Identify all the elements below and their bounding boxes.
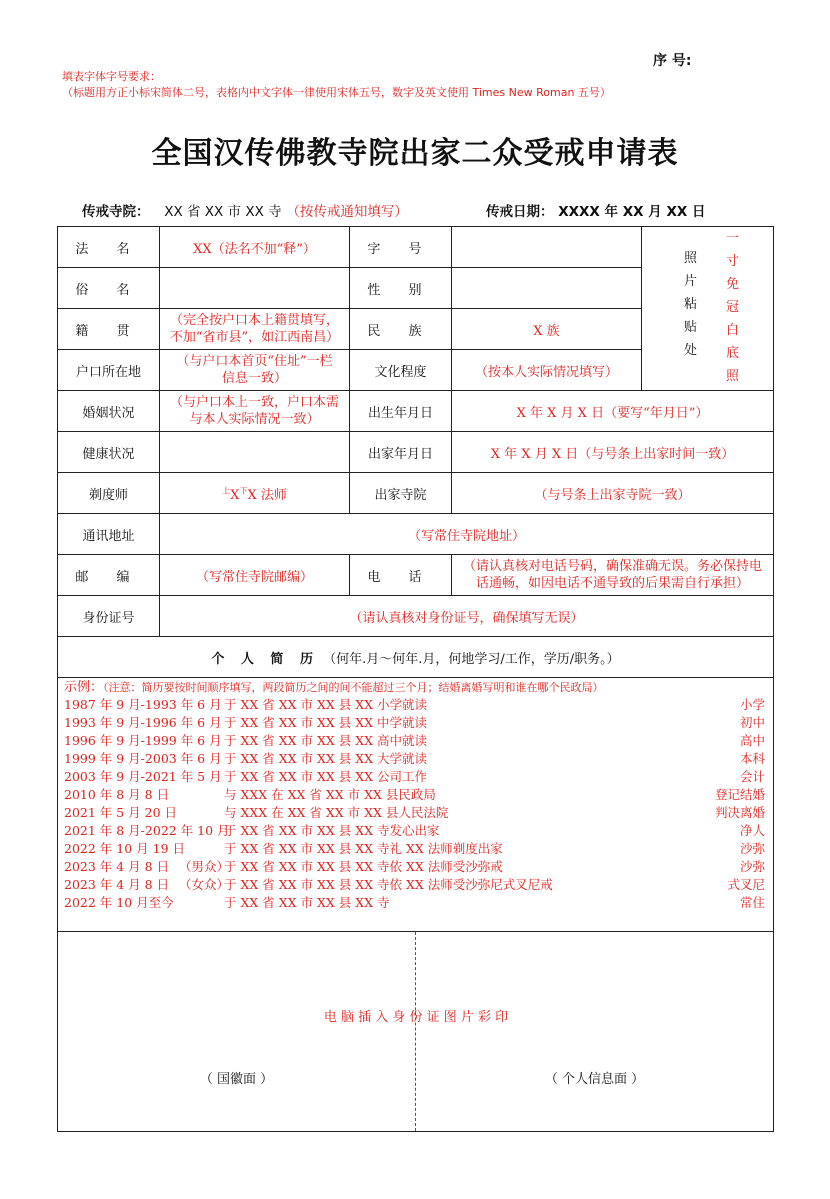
resume-row-date: 2022 年 10 月至今 <box>64 895 174 910</box>
resume-row <box>64 767 765 785</box>
gender-label: 性 别 <box>350 268 452 309</box>
resume-row-event: 于 XX 省 XX 市 XX 县 XX 高中就读 <box>224 733 427 748</box>
resume-row-position: 式叉尼 <box>727 877 765 892</box>
id-card-divider <box>415 932 416 1131</box>
resume-row-date: 2023 年 4 月 8 日 <box>64 877 170 892</box>
resume-row-date: 1996 年 9 月-1999 年 6 月 <box>64 733 222 748</box>
ordination-temple-label2: 出家寺院 <box>350 473 452 514</box>
tonsure-master-field[interactable]: $^上X^下X$ 法师 <box>160 473 350 514</box>
resume-row <box>64 713 765 731</box>
photo-red-text: 一 寸 免 冠 白 底 照 <box>726 231 740 384</box>
resume-row-date: 1999 年 9 月-2003 年 6 月 <box>64 751 222 766</box>
dharma-name-field[interactable]: XX（法名不加“释”） <box>160 227 350 268</box>
resume-row-date: 1987 年 9 月-1993 年 6 月 <box>64 697 222 712</box>
marital-status-label: 婚姻状况 <box>58 391 160 432</box>
resume-row-date: 1993 年 9 月-1996 年 6 月 <box>64 715 222 730</box>
resume-row-date: 2023 年 4 月 8 日 <box>64 859 170 874</box>
resume-row-position: 会计 <box>739 769 765 784</box>
photo-black-text: 照 片 粘 贴 处 <box>684 251 698 358</box>
resume-row <box>64 803 765 821</box>
lay-name-field[interactable] <box>160 268 350 309</box>
resume-row-event: 于 XX 省 XX 市 XX 县 XX 寺依 XX 法师受沙弥戒 <box>224 859 503 874</box>
resume-row-event: 于 XX 省 XX 市 XX 县 XX 寺 <box>224 895 390 910</box>
native-place-label: 籍 贯 <box>58 309 160 350</box>
resume-row <box>64 893 765 911</box>
resume-row <box>64 857 765 875</box>
resume-row-position: 高中 <box>739 733 765 748</box>
photo-area[interactable] <box>642 227 774 391</box>
ordination-temple-value[interactable]: XX 省 XX 市 XX 寺 <box>164 204 282 220</box>
courtesy-name-field[interactable] <box>452 227 642 268</box>
phone-field[interactable]: （请认真核对电话号码，确保准确无误。务必保持电话通畅，如因电话不通导致的后果需自行承担） <box>452 555 774 596</box>
ordination-date-value[interactable]: XXXX 年 XX 月 XX 日 <box>558 204 706 220</box>
font-requirement-title: 填表字体字号要求： <box>62 70 161 83</box>
resume-row-position: 登记结婚 <box>714 787 765 802</box>
resume-subtitle: （何年.月～何年.月，何地学习/工作，学历/职务。） <box>323 651 620 667</box>
resume-row-position: 本科 <box>739 751 765 766</box>
resume-row-event: 于 XX 省 XX 市 XX 县 XX 寺发心出家 <box>224 823 440 838</box>
education-label: 文化程度 <box>350 350 452 391</box>
resume-row-event: 于 XX 省 XX 市 XX 县 XX 寺礼 XX 法师剃度出家 <box>224 841 503 856</box>
resume-row-position: 初中 <box>739 715 765 730</box>
resume-row-event: 于 XX 省 XX 市 XX 县 XX 公司工作 <box>224 769 427 784</box>
resume-content[interactable] <box>58 678 774 932</box>
resume-row <box>64 839 765 857</box>
resume-note: 示例：（注意：简历要按时间顺序填写，两段简历之间的间不能超过三个月；结婚离婚写明和谁在哪个民政局） <box>64 680 604 695</box>
hukou-label: 户口所在地 <box>58 350 160 391</box>
ordination-temple-row <box>82 200 408 220</box>
postcode-field[interactable]: （写常住寺院邮编） <box>160 555 350 596</box>
ordination-temple-hint: （按传戒通知填写） <box>286 204 408 220</box>
serial-number-label: 序 号: <box>653 53 692 69</box>
resume-row <box>64 785 765 803</box>
ordination-temple-label: 传戒寺院： <box>82 204 150 220</box>
education-field[interactable]: （按本人实际情况填写） <box>452 350 642 391</box>
address-label: 通讯地址 <box>58 514 160 555</box>
health-label: 健康状况 <box>58 432 160 473</box>
lay-name-label: 俗 名 <box>58 268 160 309</box>
dharma-name-label: 法 名 <box>58 227 160 268</box>
resume-row-gender: （女众） <box>179 877 230 892</box>
resume-row-event: 与 XXX 在 XX 省 XX 市 XX 县人民法院 <box>224 805 449 820</box>
ordination-date-label2: 出家年月日 <box>350 432 452 473</box>
tonsure-master-label: 剃度师 <box>58 473 160 514</box>
ordination-date-field[interactable]: X 年 X 月 X 日（与号条上出家时间一致） <box>452 432 774 473</box>
resume-row-position: 小学 <box>739 697 765 712</box>
phone-label: 电 话 <box>350 555 452 596</box>
resume-row-event: 与 XXX 在 XX 省 XX 市 XX 县民政局 <box>224 787 436 802</box>
font-requirement-detail: （标题用方正小标宋简体二号，表格内中文字体一律使用宋体五号，数字及英文使用 Times New Roman 五号） <box>62 86 611 99</box>
resume-header <box>58 637 774 678</box>
resume-row-event: 于 XX 省 XX 市 XX 县 XX 小学就读 <box>224 697 427 712</box>
resume-row-event: 于 XX 省 XX 市 XX 县 XX 大学就读 <box>224 751 427 766</box>
resume-rows <box>64 695 765 911</box>
resume-row-position: 沙弥 <box>739 859 765 874</box>
address-field[interactable]: （写常住寺院地址） <box>160 514 774 555</box>
health-field[interactable] <box>160 432 350 473</box>
resume-row-position: 常住 <box>739 895 765 910</box>
resume-row-event: 于 XX 省 XX 市 XX 县 XX 寺依 XX 法师受沙弥尼式叉尼戒 <box>224 877 553 892</box>
birth-date-label: 出生年月日 <box>350 391 452 432</box>
id-card-back-label: （ 个人信息面 ） <box>544 1072 645 1087</box>
resume-row-position: 沙弥 <box>739 841 765 856</box>
resume-row-date: 2003 年 9 月-2021 年 5 月 <box>64 769 222 784</box>
courtesy-name-label: 字 号 <box>350 227 452 268</box>
resume-row <box>64 821 765 839</box>
resume-row <box>64 875 765 893</box>
marital-status-field[interactable]: （与户口本上一致，户口本需与本人实际情况一致） <box>160 391 350 432</box>
resume-row-gender: （男众） <box>179 859 230 874</box>
id-number-field[interactable]: （请认真核对身份证号，确保填写无误） <box>160 596 774 637</box>
gender-field[interactable] <box>452 268 642 309</box>
id-card-front-label: （ 国徽面 ） <box>199 1072 274 1087</box>
ethnicity-field[interactable]: X 族 <box>452 309 642 350</box>
resume-row-date: 2021 年 5 月 20 日 <box>64 805 178 820</box>
ordination-date-label: 传戒日期： <box>486 204 554 220</box>
id-number-label: 身份证号 <box>58 596 160 637</box>
form-title: 全国汉传佛教寺院出家二众受戒申请表 <box>151 136 679 171</box>
ordination-temple-field[interactable]: （与号条上出家寺院一致） <box>452 473 774 514</box>
ethnicity-label: 民 族 <box>350 309 452 350</box>
resume-row-date: 2022 年 10 月 19 日 <box>64 841 185 856</box>
resume-row <box>64 695 765 713</box>
id-card-area[interactable] <box>58 932 774 1132</box>
resume-row-date: 2021 年 8 月-2022 年 10 月 <box>64 823 230 838</box>
resume-row <box>64 731 765 749</box>
resume-row-date: 2010 年 8 月 8 日 <box>64 787 170 802</box>
application-form-table <box>57 226 774 1132</box>
resume-row-position: 净人 <box>739 823 765 838</box>
ordination-date-row <box>486 200 705 220</box>
resume-row <box>64 749 765 767</box>
resume-title: 个 人 简 历 <box>211 651 319 667</box>
native-place-field[interactable]: （完全按户口本上籍贯填写，不加“省市县”，如江西南昌） <box>160 309 350 350</box>
birth-date-field[interactable]: X 年 X 月 X 日（要写“年月日”） <box>452 391 774 432</box>
id-card-instruction: 电 脑 插 入 身 份 证 图 片 彩 印 <box>323 1010 509 1025</box>
hukou-field[interactable]: （与户口本首页“住址”一栏信息一致） <box>160 350 350 391</box>
resume-row-event: 于 XX 省 XX 市 XX 县 XX 中学就读 <box>224 715 427 730</box>
resume-row-position: 判决离婚 <box>714 805 765 820</box>
postcode-label: 邮 编 <box>58 555 160 596</box>
